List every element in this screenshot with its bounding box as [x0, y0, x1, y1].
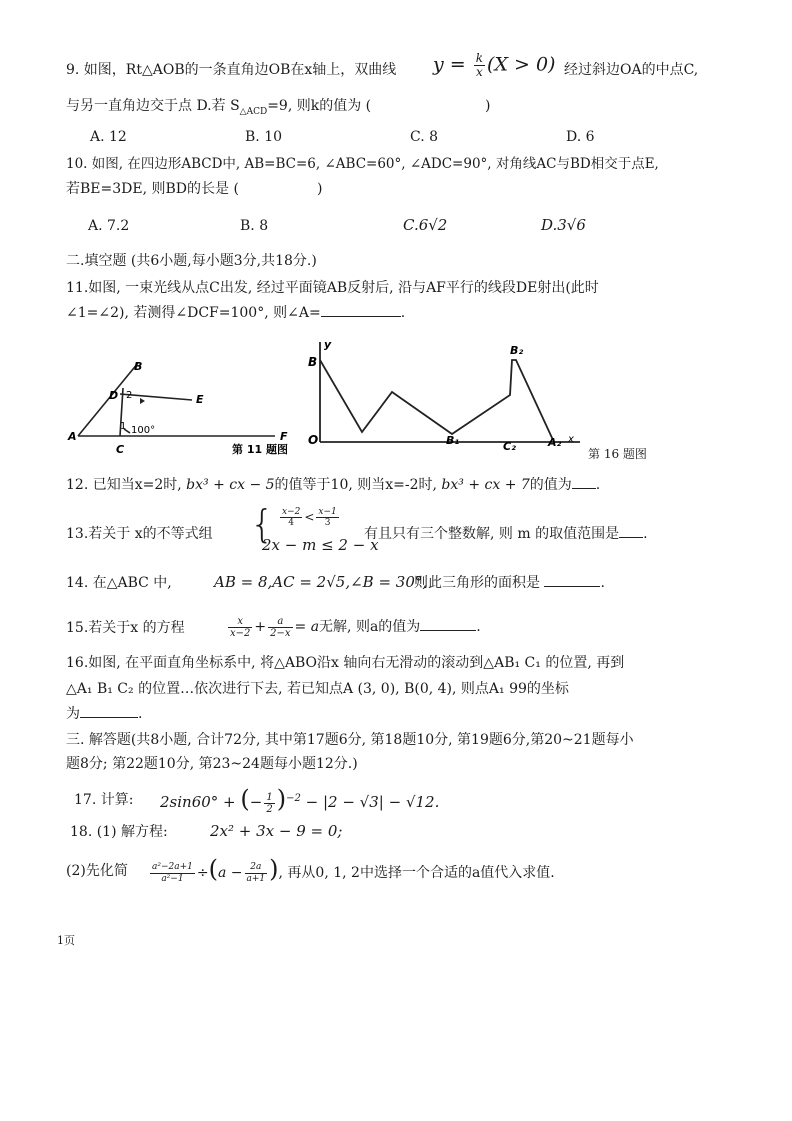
q11-answer-blank[interactable] [321, 304, 401, 317]
q15-answer-blank[interactable] [420, 618, 476, 631]
q18-frac1 [150, 862, 195, 885]
fig11-angle-2: 2 [126, 390, 133, 401]
q13-frac2-den: 3 [324, 518, 331, 528]
q15-eq: = a [294, 619, 320, 635]
q15-frac2-num: a [268, 616, 292, 628]
q9-formula [433, 52, 555, 79]
q13-frac1-num: x−2 [282, 507, 301, 517]
q14-text-b: 则此三角形的面积是 [414, 575, 540, 591]
q14-text-b-line [414, 573, 605, 593]
q9-line2-b: =9, 则k的值为 ( [267, 98, 372, 114]
q13-text-a: 13.若关于 x的不等式组 [66, 526, 213, 542]
q10-option-a: A. 7.2 [88, 218, 130, 234]
q18-p2-expr [148, 851, 555, 891]
q11-line2-end: . [400, 305, 406, 321]
q16-line3-a: 为 [66, 706, 80, 722]
q10-option-d: D.3√6 [541, 216, 586, 234]
q11-line1: 11.如图, 一束光线从点C出发, 经过平面镜AB反射后, 沿与AF平行的线段DE射出(此时 [66, 280, 599, 296]
q10-line2-b: ) [317, 181, 323, 197]
q17-text: 17. 计算: [74, 792, 134, 808]
q13-ineq1 [278, 507, 341, 528]
q13-frac2 [316, 507, 338, 528]
fig16-label-b2: B₂ [510, 344, 524, 357]
fig16-path [320, 360, 553, 440]
q18-frac2 [245, 862, 268, 885]
q9-text-b: 经过斜边OA的中点C, [564, 62, 699, 78]
q9-line2 [66, 96, 371, 122]
q9-option-b: B. 10 [245, 129, 283, 145]
fig11-angle-100: 100° [131, 425, 156, 436]
q13-frac1-den: 4 [288, 518, 295, 528]
q17-exponent: −2 [286, 793, 301, 804]
q12-text-a: 12. 已知当x=2时, [66, 477, 182, 493]
q9-formula-y: y = [433, 53, 466, 76]
q12-line [66, 475, 600, 495]
q13-text-b: 有且只有三个整数解, 则 m 的取值范围是 [364, 526, 620, 542]
q15-frac2-den: 2−x [270, 627, 291, 639]
q13-ineq2: 2x − m ≤ 2 − x [262, 536, 379, 554]
q13-end: . [643, 526, 648, 542]
q13-frac2-num: x−1 [318, 507, 337, 517]
page-number: 1页 [57, 934, 75, 947]
q16-answer-blank[interactable] [80, 705, 138, 718]
q9-option-c: C. 8 [410, 129, 439, 145]
q9-text-a: 9. 如图，Rt△AOB的一条直角边OB在x轴上，双曲线 [66, 62, 397, 78]
q14-end: . [600, 575, 605, 591]
q18-frac1-den: a²−1 [161, 873, 184, 884]
q16-line2: △A₁ B₁ C₂ 的位置…依次进行下去, 若已知点A (3, 0), B(0, 4), 则点A₁ 99的坐标 [66, 681, 569, 697]
fig16-label-a2: A₂ [548, 436, 562, 449]
fig16-label-y: y [324, 338, 332, 351]
q9-option-d: D. 6 [566, 129, 595, 145]
q9-formula-cond: (X > 0) [487, 53, 556, 76]
q15-frac1 [228, 616, 252, 639]
q12-expr2: bx³ + cx + 7 [441, 477, 530, 493]
q14-answer-blank[interactable] [544, 574, 600, 587]
q9-line2-sub: △ACD [239, 106, 268, 117]
q18-frac2-num: 2a [245, 862, 268, 874]
fig11-label-f: F [280, 430, 288, 443]
q13-frac1 [280, 507, 302, 528]
q10-option-c: C.6√2 [403, 216, 448, 234]
q18-mid: a − [217, 865, 243, 881]
fig11-caption: 第 11 题图 [232, 443, 288, 456]
q17-expr: 2sin60° + (− $\frac{1}{2}$ )$^{-2}$ − |2 − √3| − √12. [160, 785, 440, 815]
figure-16 [300, 330, 590, 460]
q13-brace: { [250, 502, 275, 546]
q18-p2-tail: , 再从0, 1, 2中选择一个合适的a值代入求值. [278, 865, 555, 881]
q14-text-a: 14. 在△ABC 中, [66, 575, 172, 591]
q13-answer-blank[interactable] [619, 525, 643, 538]
fig11-label-a: A [68, 430, 77, 443]
q11-line2-text: ∠1=∠2), 若测得∠DCF=100°, 则∠A= [66, 305, 321, 321]
q17-frac-den: 2 [266, 803, 273, 815]
section3-line1: 三. 解答题(共8小题, 合计72分, 其中第17题6分, 第18题10分, 第19题6分,第20~21题每小 [66, 732, 634, 748]
fig16-label-c2: C₂ [503, 440, 516, 453]
q18-paren-close: ) [269, 855, 279, 883]
q15-plus: + [254, 619, 267, 635]
fig11-arrow [140, 398, 145, 404]
fig11-label-b: B [134, 360, 143, 373]
q15-frac2 [268, 616, 292, 639]
q18-frac2-den: a+1 [246, 873, 266, 884]
q16-line3 [66, 704, 142, 724]
q9-formula-frac [474, 52, 485, 79]
q15-text-a: 15.若关于x 的方程 [66, 620, 185, 636]
q15-equation [226, 613, 481, 641]
q10-option-b: B. 8 [240, 218, 269, 234]
fig16-label-b: B [308, 355, 318, 369]
fig16-label-o: O [308, 433, 319, 447]
q15-frac1-den: x−2 [230, 627, 251, 639]
q12-text-b: 的值等于10, 则当x=-2时, [274, 477, 437, 493]
fig16-label-x: x [568, 434, 574, 445]
q17-paren-open: ( [240, 785, 250, 813]
fig11-angle-1: 1 [120, 421, 127, 432]
q18-paren-open: ( [208, 855, 218, 883]
q18-divide: ÷ [196, 865, 209, 881]
q9-line2-c: ) [485, 98, 491, 114]
fig11-label-c: C [116, 443, 125, 456]
q13-text-b-line [364, 524, 648, 544]
q12-end: . [595, 477, 601, 493]
section3-line2: 题8分; 第22题10分, 第23~24题每小题12分.) [66, 756, 358, 772]
q9-line1 [66, 60, 396, 80]
fig11-label-e: E [196, 393, 204, 406]
q10-line1: 10. 如图, 在四边形ABCD中, AB=BC=6, ∠ABC=60°, ∠ADC=90°, 对角线AC与BD相交于点E, [66, 156, 659, 172]
q16-line3-end: . [138, 706, 143, 722]
q9-formula-x: x [476, 65, 483, 79]
q17-frac [264, 792, 274, 815]
figure-11 [60, 355, 305, 460]
q17-paren-close: ) [276, 785, 287, 813]
q18-p1-expr: 2x² + 3x − 9 = 0; [210, 822, 343, 840]
q11-line2 [66, 303, 405, 323]
q17-expr-a: 2sin60° + [160, 793, 236, 811]
fig16-label-b1: B₁ [446, 434, 460, 447]
q9-line2-a: 与另一直角边交于点 D.若 S [66, 98, 240, 114]
fig11-label-d: D [109, 389, 119, 402]
q16-line1: 16.如图, 在平面直角坐标系中, 将△ABO沿x 轴向右无滑动的滚动到△AB₁ C₁ 的位置, 再到 [66, 655, 625, 671]
q12-expr1: bx³ + cx − 5 [186, 477, 275, 493]
q14-expr: AB = 8,AC = 2√5,∠B = 30°, [214, 573, 428, 591]
q9-option-a: A. 12 [90, 129, 127, 145]
q18-p2-text: (2)先化简 [66, 863, 128, 879]
q17-frac-num: 1 [266, 791, 273, 803]
q13-ineq1-op: < [304, 510, 315, 524]
q17-expr-b: − |2 − √3| − √12. [305, 793, 440, 811]
q15-frac1-num: x [228, 616, 252, 628]
q12-answer-blank[interactable] [572, 476, 596, 489]
q18-frac1-num: a²−2a+1 [152, 861, 193, 872]
q15-end: . [476, 619, 481, 635]
fig16-caption: 第 16 题图 [588, 447, 647, 461]
q9-formula-k: k [475, 51, 484, 65]
q10-line2-a: 若BE=3DE, 则BD的长是 ( [66, 181, 239, 197]
q15-text-b: 无解, 则a的值为 [319, 619, 421, 635]
section2-heading: 二.填空题 (共6小题,每小题3分,共18分.) [66, 253, 317, 269]
q18-p1-text: 18. (1) 解方程: [70, 824, 168, 840]
q12-text-c: 的值为 [529, 477, 572, 493]
